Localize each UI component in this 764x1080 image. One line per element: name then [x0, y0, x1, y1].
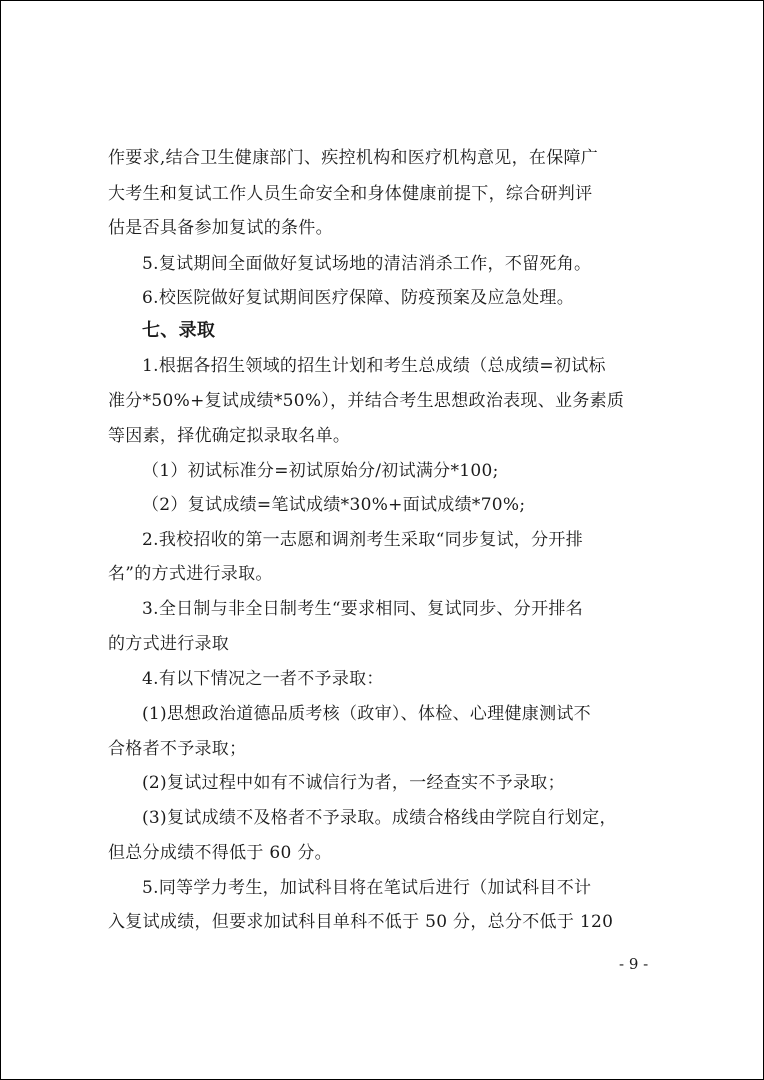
text-line: 2.我校招收的第一志愿和调剂考生采取“同步复试，分开排: [142, 530, 584, 550]
text-line: （2）复试成绩=笔试成绩*30%+面试成绩*70%;: [142, 495, 526, 515]
text-line: 大考生和复试工作人员生命安全和身体健康前提下，综合研判评: [108, 184, 593, 204]
text-line: 5.复试期间全面做好复试场地的清洁消杀工作，不留死角。: [142, 254, 592, 274]
text-line: （1）初试标准分=初试原始分/初试满分*100;: [142, 461, 499, 481]
text-line: 作要求,结合卫生健康部门、疾控机构和医疗机构意见，在保障广: [108, 148, 599, 168]
text-line: 入复试成绩，但要求加试科目单科不低于 50 分，总分不低于 120: [108, 912, 614, 932]
text-line: 名”的方式进行录取。: [108, 564, 273, 584]
text-line: (1)思想政治道德品质考核（政审）、体检、心理健康测试不: [142, 704, 591, 724]
text-line: 但总分成绩不得低于 60 分。: [108, 843, 332, 863]
page-number: - 9 -: [619, 955, 649, 973]
text-line: (2)复试过程中如有不诚信行为者，一经查实不予录取；: [142, 773, 565, 793]
text-line: 1.根据各招生领域的招生计划和考生总成绩（总成绩=初试标: [142, 356, 606, 376]
text-line: 准分*50%+复试成绩*50%），并结合考生思想政治表现、业务素质: [108, 391, 625, 411]
text-line: 等因素，择优确定拟录取名单。: [108, 426, 351, 446]
text-line: 3.全日制与非全日制考生“要求相同、复试同步、分开排名: [142, 599, 584, 619]
text-line: (3)复试成绩不及格者不予录取。成绩合格线由学院自行划定，: [142, 808, 617, 828]
text-line: 6.校医院做好复试期间医疗保障、防疫预案及应急处理。: [142, 288, 575, 308]
text-line: 5.同等学力考生，加试科目将在笔试后进行（加试科目不计: [142, 878, 592, 898]
text-line: 4.有以下情况之一者不予录取：: [142, 669, 384, 689]
text-line: 合格者不予录取；: [108, 739, 247, 759]
text-line: 的方式进行录取: [108, 634, 230, 654]
section-heading: 七、录取: [142, 320, 216, 341]
text-line: 估是否具备参加复试的条件。: [108, 218, 333, 238]
